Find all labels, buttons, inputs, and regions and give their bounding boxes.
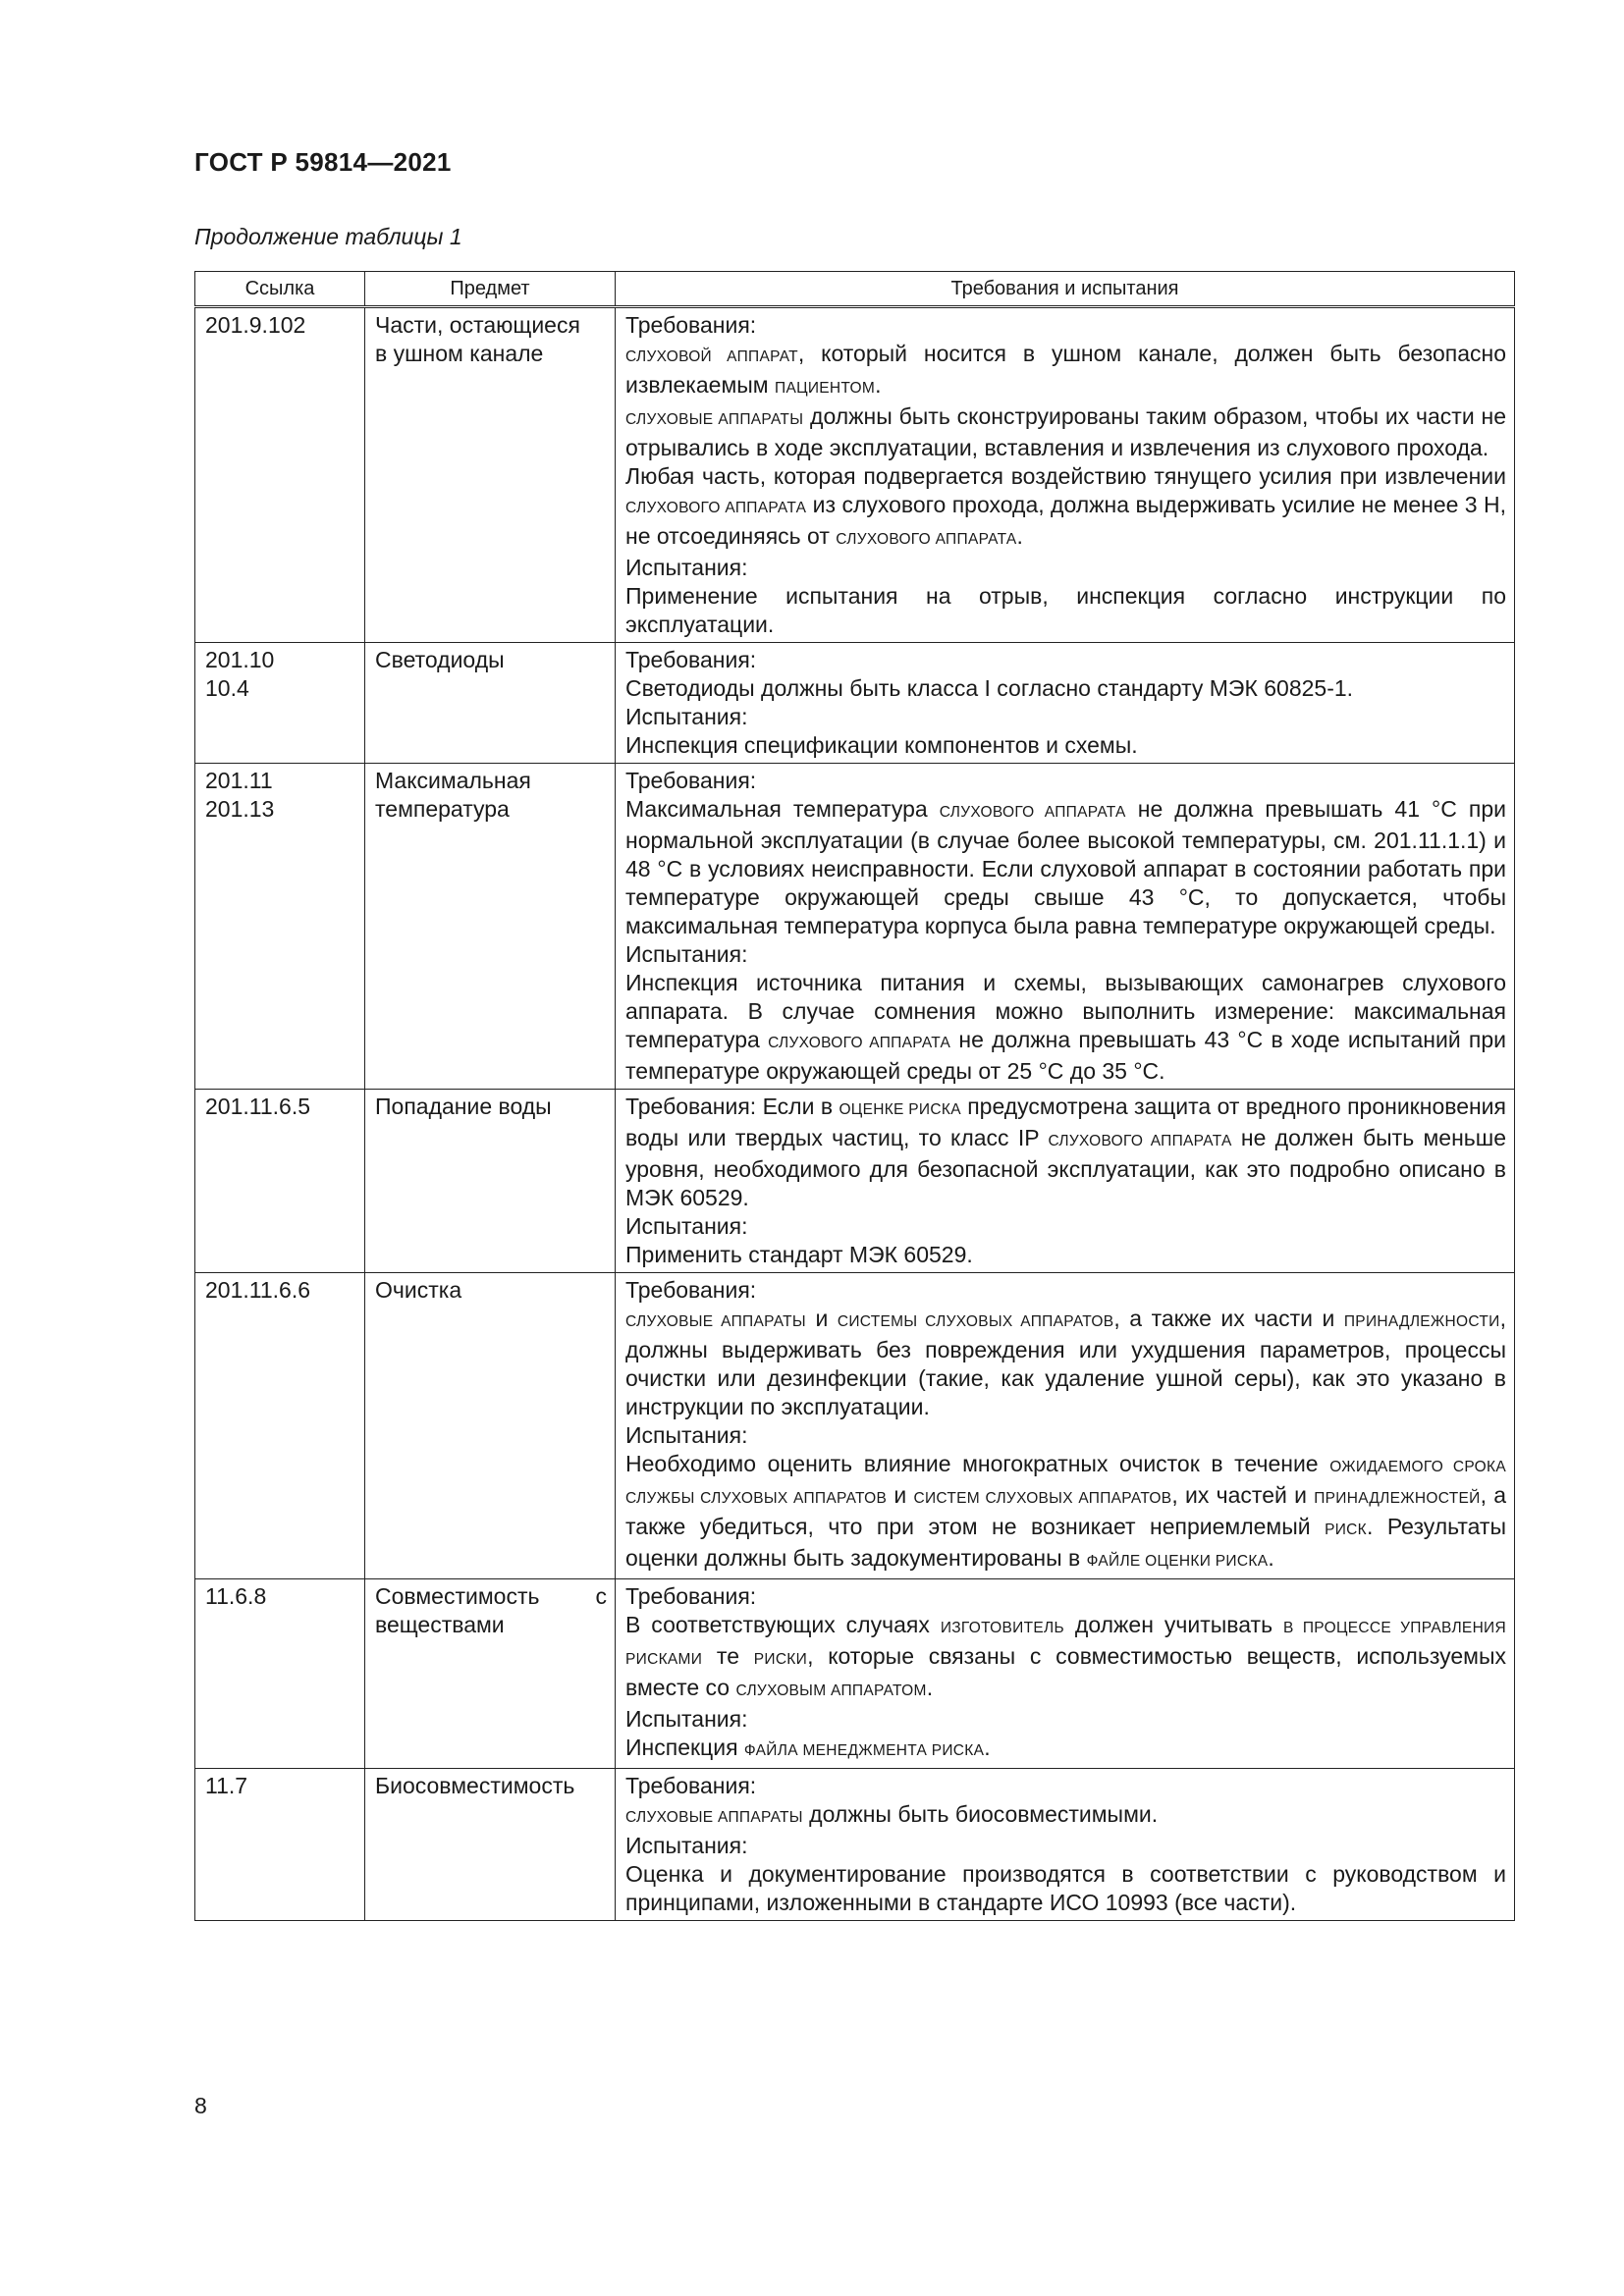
subject-line: Совместимость с веществами [375, 1583, 607, 1637]
text-segment: Испытания: [625, 704, 748, 729]
cell-reference [195, 1090, 365, 1273]
cell-subject [365, 1769, 616, 1921]
cell-requirements [616, 643, 1515, 764]
reference-line: 201.11.6.5 [205, 1094, 311, 1119]
text-segment: Испытания: [625, 1706, 748, 1732]
defined-term: СЛУХОВОГО АППАРАТА [1048, 1133, 1232, 1149]
cell-subject [365, 764, 616, 1090]
requirement-paragraph [625, 1772, 1506, 1800]
requirement-paragraph [625, 940, 1506, 969]
defined-term: СЛУХОВОГО АППАРАТА [939, 804, 1126, 821]
text-segment: . [1268, 1545, 1274, 1571]
defined-term: СЛУХОВОЙ АППАРАТ [625, 348, 798, 365]
text-segment: , а также их части и [1113, 1306, 1344, 1331]
subject-line: Попадание воды [375, 1094, 552, 1119]
column-header-requirements: Требования и испытания [616, 272, 1515, 307]
defined-term: ОЖИДАЕМОГО СРОКА СЛУЖБЫ СЛУХОВЫХ АППАРАТОВ [625, 1459, 1506, 1507]
text-segment: не должен быть меньше уровня, необходимого для безопасной эксплуатации, как это подробно описано в МЭК 60529. [625, 1125, 1507, 1210]
requirement-paragraph [625, 311, 1506, 340]
text-segment: Инспекция [625, 1735, 744, 1760]
requirement-paragraph [625, 1093, 1506, 1212]
reference-line: 201.11 [205, 768, 273, 793]
text-segment: не должна превышать 43 °С в ходе испытаний при температуре окружающей среды от 25 °С до 35 °С. [625, 1027, 1507, 1084]
defined-term: СЛУХОВЫЕ АППАРАТЫ [625, 411, 804, 428]
defined-term: ПРИНАДЛЕЖНОСТИ [1343, 1313, 1500, 1330]
defined-term: СИСТЕМЫ СЛУХОВЫХ АППАРАТОВ [837, 1313, 1114, 1330]
requirement-paragraph [625, 1212, 1506, 1241]
text-segment: Максимальная температура [625, 796, 940, 822]
cell-requirements [616, 1769, 1515, 1921]
reference-line: 10.4 [205, 675, 249, 701]
document-code: ГОСТ Р 59814—2021 [194, 147, 452, 177]
subject-line: Биосовместимость [375, 1773, 575, 1798]
text-segment: Требования: [625, 647, 757, 672]
cell-requirements [616, 1579, 1515, 1769]
requirement-paragraph [625, 646, 1506, 674]
cell-reference [195, 643, 365, 764]
text-segment: , должны выдерживать без повреждения или ухудшения параметров, процессы очистки или дезинфекции (такие, как удаление ушной серы), как это указано в инструкции по эксплуатации. [625, 1306, 1506, 1419]
table-body [195, 307, 1515, 1921]
subject-line: в ушном канале [375, 341, 544, 366]
requirement-paragraph [625, 795, 1506, 940]
defined-term: ИЗГОТОВИТЕЛЬ [940, 1620, 1064, 1636]
requirement-paragraph [625, 969, 1506, 1086]
requirement-paragraph [625, 1734, 1506, 1765]
requirement-paragraph [625, 402, 1506, 462]
text-segment: Испытания: [625, 1213, 748, 1239]
text-segment: . [875, 372, 882, 398]
text-segment: , их частей и [1171, 1482, 1315, 1508]
requirement-paragraph [625, 767, 1506, 795]
requirement-paragraph [625, 1860, 1506, 1917]
cell-subject [365, 307, 616, 643]
text-segment: , который носится в ушном канале, должен быть безопасно извлекаемым [625, 341, 1506, 398]
reference-line: 201.9.102 [205, 312, 306, 338]
text-segment: Испытания: [625, 941, 748, 967]
requirements-table [194, 271, 1515, 1921]
subject-line: Максимальная температура [375, 768, 531, 822]
text-segment: и [887, 1482, 914, 1508]
table-row [195, 764, 1515, 1090]
cell-reference [195, 307, 365, 643]
text-segment: Требования: [625, 1583, 757, 1609]
requirement-paragraph [625, 462, 1506, 554]
table-row [195, 1273, 1515, 1579]
reference-line: 11.7 [205, 1773, 248, 1798]
defined-term: СЛУХОВЫМ АППАРАТОМ [735, 1682, 927, 1699]
cell-requirements [616, 1273, 1515, 1579]
cell-requirements [616, 307, 1515, 643]
reference-line: 201.13 [205, 796, 275, 822]
requirement-paragraph [625, 1241, 1506, 1269]
text-segment: должны быть сконструированы таким образом, чтобы их части не отрывались в ходе эксплуатации, вставления и извлечения из слухового прохода. [625, 403, 1506, 460]
text-segment: . Результаты оценки должны быть задокументированы в [625, 1514, 1506, 1571]
cell-subject [365, 1273, 616, 1579]
defined-term: РИСКИ [753, 1651, 808, 1668]
table-row [195, 643, 1515, 764]
text-segment: Инспекция спецификации компонентов и схемы. [625, 732, 1138, 758]
text-segment: Требования: [625, 1277, 757, 1303]
text-segment: не должна превышать 41 °С при нормальной эксплуатации (в случае более высокой температуры, см. 201.11.1.1) и 48 °С в условиях неисправности. Если слуховой аппарат в состоянии работать при температуре окружающей среды свыше 43 °С, то допускается, чтобы максимальная температура корпуса была равна температуре окружающей среды. [625, 796, 1507, 938]
cell-subject [365, 1090, 616, 1273]
defined-term: ПРИНАДЛЕЖНОСТЕЙ [1314, 1490, 1481, 1507]
text-segment: . [1016, 523, 1023, 549]
requirement-paragraph [625, 1705, 1506, 1734]
requirement-paragraph [625, 1832, 1506, 1860]
requirement-paragraph [625, 1450, 1506, 1575]
defined-term: ОЦЕНКЕ РИСКА [839, 1101, 961, 1118]
text-segment: Любая часть, которая подвергается воздействию тянущего усилия при извлечении [625, 463, 1506, 489]
text-segment: должен учитывать [1063, 1612, 1284, 1637]
text-segment: Инспекция источника питания и схемы, вызывающих самонагрев слухового аппарата. В случае сомнения можно выполнить измерение: максимальная температура [625, 970, 1506, 1052]
text-segment: Оценка и документирование производятся в соответствии с руководством и принципами, изложенными в стандарте ИСО 10993 (все части). [625, 1861, 1506, 1915]
requirement-paragraph [625, 1276, 1506, 1305]
text-segment: из слухового прохода, должна выдерживать усилие не менее 3 Н, не отсоединяясь от [625, 492, 1506, 549]
cell-subject [365, 643, 616, 764]
cell-subject [365, 1579, 616, 1769]
text-segment: . [984, 1735, 991, 1760]
table-row [195, 1579, 1515, 1769]
table-row [195, 1769, 1515, 1921]
requirement-paragraph [625, 1421, 1506, 1450]
text-segment: Требования: [625, 768, 757, 793]
cell-requirements [616, 764, 1515, 1090]
table-header-row [195, 272, 1515, 307]
table-row [195, 307, 1515, 643]
text-segment: , а также убедиться, что при этом не возникает неприемлемый [625, 1482, 1507, 1539]
cell-reference [195, 1769, 365, 1921]
text-segment: Требования: Если в [625, 1094, 839, 1119]
subject-line: Светодиоды [375, 647, 505, 672]
column-header-subject: Предмет [365, 272, 616, 307]
text-segment: , которые связаны с совместимостью веществ, используемых вместе со [625, 1643, 1506, 1700]
text-segment: Испытания: [625, 1833, 748, 1858]
requirement-paragraph [625, 1611, 1506, 1705]
text-segment: В соответствующих случаях [625, 1612, 941, 1637]
text-segment: Необходимо оценить влияние многократных очисток в течение [625, 1451, 1330, 1476]
text-segment: Применить стандарт МЭК 60529. [625, 1242, 973, 1267]
defined-term: СЛУХОВОГО АППАРАТА [836, 531, 1017, 548]
defined-term: ФАЙЛА МЕНЕДЖМЕНТА РИСКА [743, 1742, 985, 1759]
subject-line: Части, остающиеся [375, 312, 580, 338]
requirement-paragraph [625, 340, 1506, 402]
text-segment: Применение испытания на отрыв, инспекция согласно инструкции по эксплуатации. [625, 583, 1506, 637]
cell-reference [195, 1273, 365, 1579]
cell-reference [195, 764, 365, 1090]
defined-term: СЛУХОВЫЕ АППАРАТЫ [625, 1313, 806, 1330]
requirement-paragraph [625, 1305, 1506, 1421]
defined-term: СЛУХОВОГО АППАРАТА [768, 1035, 951, 1051]
text-segment: . [926, 1675, 934, 1700]
defined-term: СИСТЕМ СЛУХОВЫХ АППАРАТОВ [913, 1490, 1172, 1507]
defined-term: РИСК [1325, 1522, 1367, 1538]
text-segment: и [805, 1306, 838, 1331]
requirement-paragraph [625, 703, 1506, 731]
defined-term: СЛУХОВЫЕ АППАРАТЫ [625, 1809, 803, 1826]
reference-line: 201.11.6.6 [205, 1277, 311, 1303]
text-segment: Требования: [625, 312, 757, 338]
defined-term: ПАЦИЕНТОМ [775, 380, 876, 397]
subject-line: Очистка [375, 1277, 462, 1303]
cell-reference [195, 1579, 365, 1769]
defined-term: ФАЙЛЕ ОЦЕНКИ РИСКА [1086, 1553, 1269, 1570]
text-segment: Испытания: [625, 1422, 748, 1448]
column-header-reference: Ссылка [195, 272, 365, 307]
reference-line: 11.6.8 [205, 1583, 267, 1609]
requirement-paragraph [625, 582, 1506, 639]
cell-requirements [616, 1090, 1515, 1273]
requirement-paragraph [625, 554, 1506, 582]
text-segment: Требования: [625, 1773, 757, 1798]
page-number: 8 [194, 2093, 207, 2118]
table-caption: Продолжение таблицы 1 [194, 224, 462, 249]
text-segment: те [702, 1643, 754, 1669]
text-segment: должны быть биосовместимыми. [802, 1801, 1159, 1827]
requirement-paragraph [625, 674, 1506, 703]
requirement-paragraph [625, 731, 1506, 760]
defined-term: СЛУХОВОГО АППАРАТА [625, 500, 807, 516]
text-segment: Испытания: [625, 555, 748, 580]
reference-line: 201.10 [205, 647, 275, 672]
text-segment: Светодиоды должны быть класса I согласно стандарту МЭК 60825-1. [625, 675, 1354, 701]
defined-term: В ПРОЦЕССЕ УПРАВЛЕНИЯ РИСКАМИ [625, 1620, 1506, 1668]
requirement-paragraph [625, 1582, 1506, 1611]
table-row [195, 1090, 1515, 1273]
requirement-paragraph [625, 1800, 1506, 1832]
text-segment: предусмотрена защита от вредного проникновения воды или твердых частиц, то класс IP [625, 1094, 1506, 1150]
